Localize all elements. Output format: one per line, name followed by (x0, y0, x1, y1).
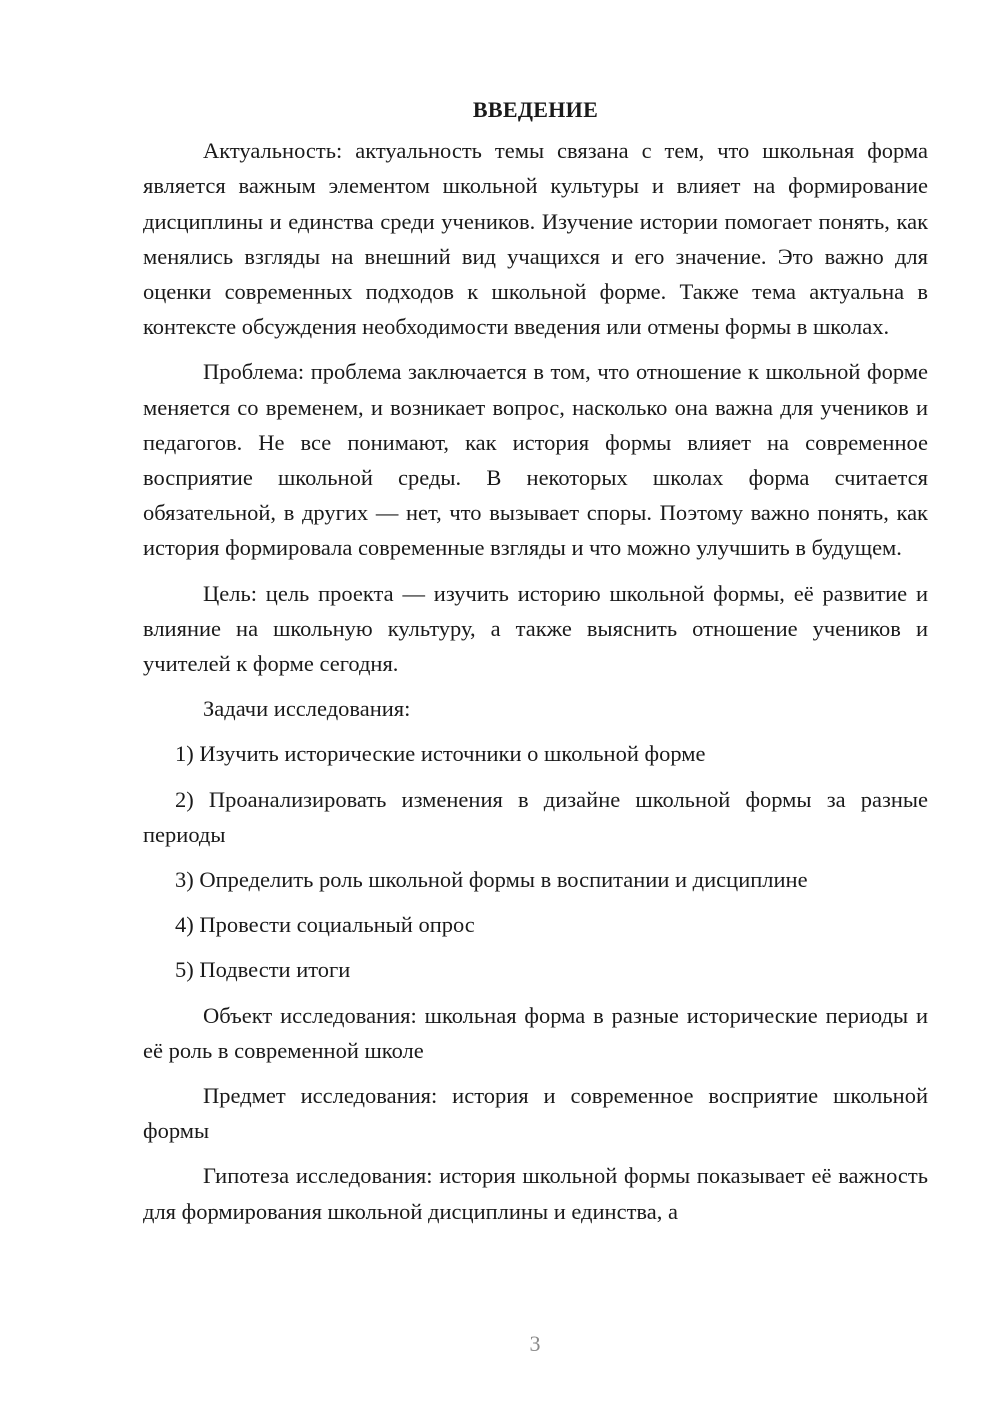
page-number: 3 (529, 1331, 541, 1356)
task-item: 2) Проанализировать изменения в дизайне школьной формы за разные периоды (143, 786, 928, 847)
task-item: 1) Изучить исторические источники о школьной форме (175, 741, 706, 767)
paragraph-subject: Предмет исследования: история и современное восприятие школьной формы (143, 1083, 928, 1144)
paragraph-problem: Проблема: проблема заключается в том, что отношение к школьной форме меняется со временем, и возникает вопрос, насколько она важна для учеников и педагогов. Не все понимают, как история формы влияет на современное восприятие школьной среды. В некоторых школах форма считается обязательной, в других — нет, что вызывает споры. Поэтому важно понять, как история формировала современные взгляды и что можно улучшить в будущем. (143, 359, 928, 561)
task-item: 3) Определить роль школьной формы в воспитании и дисциплине (175, 867, 808, 893)
paragraph-relevance: Актуальность: актуальность темы связана с тем, что школьная форма является важным элементом школьной культуры и влияет на формирование дисциплины и единства среди учеников. Изучение истории помогает понять, как менялись взгляды на внешний вид учащихся и его значение. Это важно для оценки современных подходов к школьной форме. Также тема актуальна в контексте обсуждения необходимости введения или отмены формы в школах. (143, 138, 928, 340)
paragraph-hypothesis: Гипотеза исследования: история школьной формы показывает её важность для формирования школьной дисциплины и единства, а (143, 1163, 928, 1224)
document-body (143, 92, 928, 1239)
task-item: 4) Провести социальный опрос (175, 912, 475, 938)
tasks-heading: Задачи исследования: (203, 696, 411, 722)
paragraph-object: Объект исследования: школьная форма в разные исторические периоды и её роль в современной школе (143, 1002, 928, 1063)
page-title: ВВЕДЕНИЕ (472, 97, 599, 122)
task-item: 5) Подвести итоги (175, 957, 351, 983)
paragraph-goal: Цель: цель проекта — изучить историю школьной формы, её развитие и влияние на школьную культуру, а также выяснить отношение учеников и учителей к форме сегодня. (143, 580, 928, 677)
